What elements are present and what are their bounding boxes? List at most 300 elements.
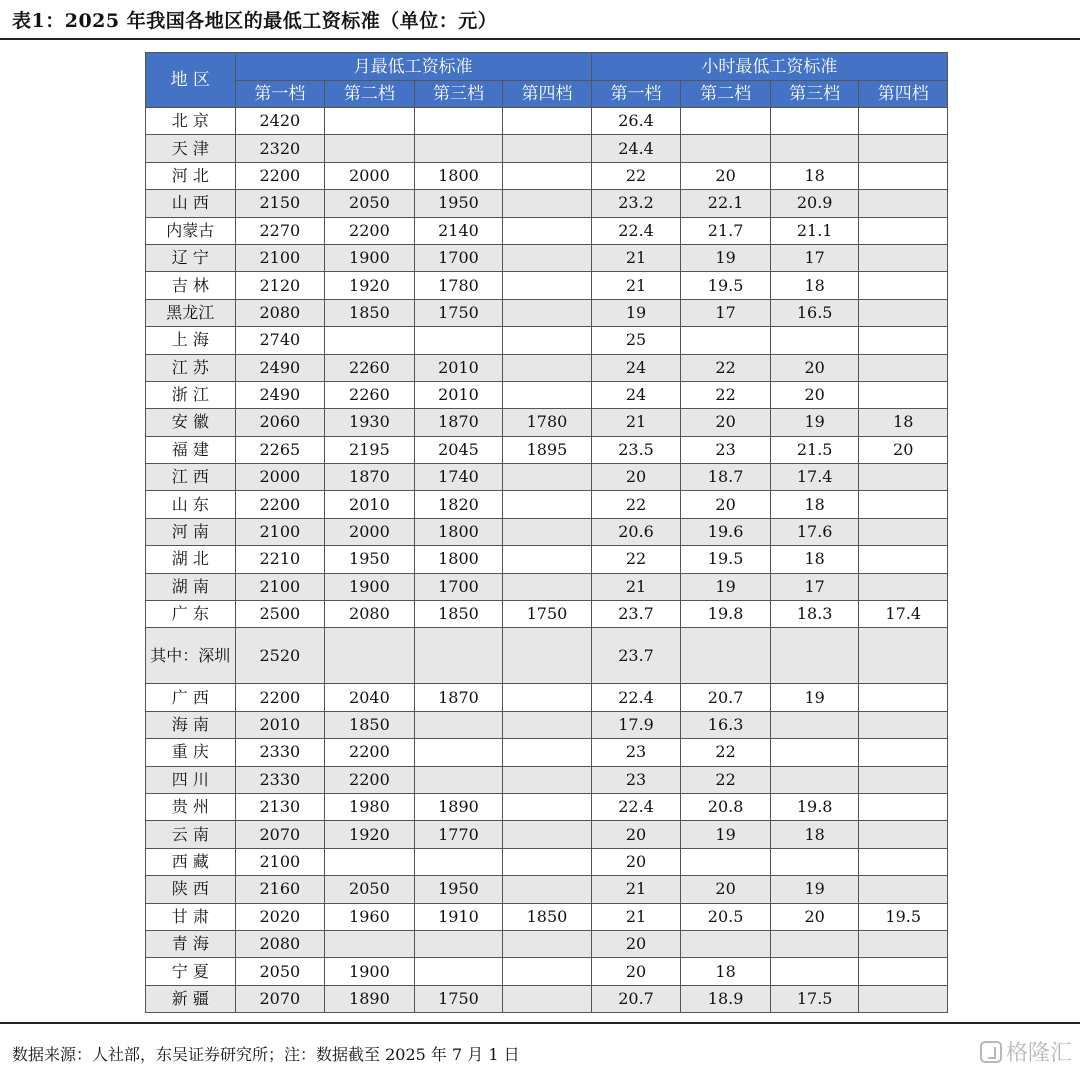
monthly-tier-2-cell: 1900 [325, 244, 415, 271]
hourly-tier-3-cell: 21.5 [770, 436, 859, 463]
monthly-tier-1-cell: 2200 [235, 684, 325, 711]
hourly-tier-2-cell: 19.5 [681, 272, 771, 299]
monthly-tier-1-cell: 2160 [235, 876, 325, 903]
hourly-tier-2-cell: 22.1 [681, 190, 771, 217]
hourly-tier-3-cell [770, 711, 859, 738]
hourly-tier-3-cell: 17.6 [770, 518, 859, 545]
hourly-tier-4-cell [859, 930, 948, 957]
monthly-tier-4-cell [503, 573, 592, 600]
hourly-tier-2-cell [681, 848, 771, 875]
hourly-tier-3-cell: 19 [770, 876, 859, 903]
region-cell: 广 西 [146, 684, 236, 711]
monthly-tier-1-cell: 2070 [235, 821, 325, 848]
hourly-tier-1-cell: 21 [591, 573, 681, 600]
hourly-tier-2-cell: 22 [681, 739, 771, 766]
hourly-tier-3-cell [770, 135, 859, 162]
monthly-tier-4-cell [503, 739, 592, 766]
monthly-tier-2-cell: 1890 [325, 985, 415, 1012]
monthly-tier-3-cell: 1950 [414, 876, 503, 903]
header-monthly-tier-1: 第一档 [235, 81, 325, 108]
hourly-tier-4-cell: 17.4 [859, 601, 948, 628]
watermark-text: 格隆汇 [1005, 1041, 1072, 1066]
hourly-tier-1-cell: 23 [591, 766, 681, 793]
table-row [146, 354, 948, 381]
monthly-tier-3-cell [414, 739, 503, 766]
hourly-tier-3-cell: 17.5 [770, 985, 859, 1012]
hourly-tier-1-cell: 21 [591, 903, 681, 930]
region-cell: 江 西 [146, 464, 236, 491]
monthly-tier-2-cell: 2200 [325, 766, 415, 793]
hourly-tier-4-cell [859, 546, 948, 573]
hourly-tier-3-cell: 17 [770, 573, 859, 600]
monthly-tier-3-cell [414, 108, 503, 135]
hourly-tier-3-cell: 18 [770, 821, 859, 848]
region-cell: 陕 西 [146, 876, 236, 903]
hourly-tier-4-cell [859, 108, 948, 135]
monthly-tier-4-cell [503, 491, 592, 518]
region-cell: 福 建 [146, 436, 236, 463]
monthly-tier-1-cell: 2010 [235, 711, 325, 738]
monthly-tier-1-cell: 2100 [235, 573, 325, 600]
monthly-tier-1-cell: 2330 [235, 766, 325, 793]
monthly-tier-4-cell [503, 518, 592, 545]
hourly-tier-1-cell: 22.4 [591, 217, 681, 244]
monthly-tier-3-cell: 1750 [414, 299, 503, 326]
monthly-tier-4-cell [503, 684, 592, 711]
hourly-tier-2-cell: 22 [681, 381, 771, 408]
monthly-tier-2-cell: 2040 [325, 684, 415, 711]
watermark-logo [980, 1036, 1072, 1067]
region-cell: 其中：深圳 [146, 628, 236, 684]
monthly-tier-2-cell: 2000 [325, 518, 415, 545]
region-cell: 山 西 [146, 190, 236, 217]
region-cell: 安 徽 [146, 409, 236, 436]
hourly-tier-2-cell: 19.5 [681, 546, 771, 573]
hourly-tier-1-cell: 20 [591, 848, 681, 875]
monthly-tier-4-cell [503, 876, 592, 903]
hourly-tier-4-cell [859, 628, 948, 684]
hourly-tier-4-cell [859, 793, 948, 820]
hourly-tier-1-cell: 23.2 [591, 190, 681, 217]
hourly-tier-1-cell: 26.4 [591, 108, 681, 135]
region-cell: 河 南 [146, 518, 236, 545]
monthly-tier-3-cell [414, 135, 503, 162]
monthly-tier-1-cell: 2490 [235, 381, 325, 408]
monthly-tier-2-cell [325, 327, 415, 354]
monthly-tier-3-cell: 1910 [414, 903, 503, 930]
monthly-tier-4-cell [503, 272, 592, 299]
hourly-tier-2-cell [681, 628, 771, 684]
monthly-tier-4-cell [503, 162, 592, 189]
hourly-tier-4-cell [859, 354, 948, 381]
hourly-tier-1-cell: 19 [591, 299, 681, 326]
monthly-tier-4-cell [503, 299, 592, 326]
monthly-tier-2-cell: 2010 [325, 491, 415, 518]
monthly-tier-1-cell: 2200 [235, 162, 325, 189]
region-cell: 江 苏 [146, 354, 236, 381]
hourly-tier-4-cell [859, 162, 948, 189]
monthly-tier-3-cell: 2010 [414, 354, 503, 381]
monthly-tier-2-cell: 1850 [325, 711, 415, 738]
hourly-tier-4-cell: 20 [859, 436, 948, 463]
monthly-tier-3-cell: 2140 [414, 217, 503, 244]
monthly-tier-2-cell: 2050 [325, 190, 415, 217]
hourly-tier-3-cell: 20 [770, 903, 859, 930]
monthly-tier-4-cell: 1780 [503, 409, 592, 436]
hourly-tier-3-cell [770, 327, 859, 354]
hourly-tier-1-cell: 20 [591, 958, 681, 985]
hourly-tier-2-cell: 18.7 [681, 464, 771, 491]
hourly-tier-2-cell: 17 [681, 299, 771, 326]
hourly-tier-4-cell [859, 327, 948, 354]
monthly-tier-1-cell: 2050 [235, 958, 325, 985]
table-row [146, 327, 948, 354]
hourly-tier-1-cell: 21 [591, 244, 681, 271]
hourly-tier-2-cell: 19 [681, 244, 771, 271]
hourly-tier-4-cell [859, 244, 948, 271]
hourly-tier-4-cell: 18 [859, 409, 948, 436]
hourly-tier-3-cell [770, 958, 859, 985]
hourly-tier-1-cell: 24 [591, 354, 681, 381]
header-hourly-tier-2: 第二档 [681, 81, 771, 108]
hourly-tier-1-cell: 22 [591, 546, 681, 573]
hourly-tier-4-cell [859, 381, 948, 408]
header-monthly-tier-3: 第三档 [414, 81, 503, 108]
table-row [146, 272, 948, 299]
monthly-tier-3-cell: 1780 [414, 272, 503, 299]
monthly-tier-1-cell: 2330 [235, 739, 325, 766]
monthly-tier-2-cell: 1980 [325, 793, 415, 820]
monthly-tier-4-cell [503, 930, 592, 957]
monthly-tier-1-cell: 2120 [235, 272, 325, 299]
region-cell: 浙 江 [146, 381, 236, 408]
hourly-tier-3-cell [770, 108, 859, 135]
top-rule [0, 38, 1080, 40]
monthly-tier-2-cell: 2260 [325, 354, 415, 381]
hourly-tier-2-cell: 20 [681, 162, 771, 189]
hourly-tier-1-cell: 20 [591, 930, 681, 957]
hourly-tier-3-cell: 20 [770, 381, 859, 408]
table-row [146, 684, 948, 711]
monthly-tier-4-cell [503, 546, 592, 573]
monthly-tier-3-cell [414, 930, 503, 957]
monthly-tier-4-cell [503, 711, 592, 738]
monthly-tier-1-cell: 2100 [235, 848, 325, 875]
monthly-tier-1-cell: 2520 [235, 628, 325, 684]
region-cell: 青 海 [146, 930, 236, 957]
table-title: 表1：2025 年我国各地区的最低工资标准（单位：元） [12, 10, 498, 32]
region-cell: 海 南 [146, 711, 236, 738]
monthly-tier-4-cell: 1850 [503, 903, 592, 930]
monthly-tier-3-cell [414, 848, 503, 875]
monthly-tier-3-cell [414, 711, 503, 738]
hourly-tier-2-cell [681, 135, 771, 162]
monthly-tier-4-cell [503, 766, 592, 793]
monthly-tier-4-cell [503, 848, 592, 875]
header-hourly: 小时最低工资标准 [591, 53, 947, 81]
hourly-tier-4-cell [859, 573, 948, 600]
hourly-tier-3-cell [770, 848, 859, 875]
monthly-tier-3-cell: 1750 [414, 985, 503, 1012]
monthly-tier-4-cell [503, 985, 592, 1012]
monthly-tier-3-cell: 1800 [414, 518, 503, 545]
hourly-tier-4-cell [859, 684, 948, 711]
region-cell: 西 藏 [146, 848, 236, 875]
monthly-tier-1-cell: 2320 [235, 135, 325, 162]
hourly-tier-3-cell: 20.9 [770, 190, 859, 217]
table-row [146, 628, 948, 684]
hourly-tier-1-cell: 22 [591, 162, 681, 189]
region-cell: 新 疆 [146, 985, 236, 1012]
hourly-tier-4-cell [859, 848, 948, 875]
table-row [146, 491, 948, 518]
monthly-tier-1-cell: 2130 [235, 793, 325, 820]
hourly-tier-2-cell: 23 [681, 436, 771, 463]
hourly-tier-1-cell: 23 [591, 739, 681, 766]
monthly-tier-1-cell: 2490 [235, 354, 325, 381]
monthly-tier-4-cell [503, 327, 592, 354]
region-cell: 河 北 [146, 162, 236, 189]
hourly-tier-1-cell: 20.6 [591, 518, 681, 545]
monthly-tier-4-cell [503, 190, 592, 217]
hourly-tier-2-cell [681, 108, 771, 135]
hourly-tier-4-cell: 19.5 [859, 903, 948, 930]
monthly-tier-3-cell: 1800 [414, 546, 503, 573]
hourly-tier-1-cell: 23.7 [591, 628, 681, 684]
hourly-tier-4-cell [859, 766, 948, 793]
hourly-tier-4-cell [859, 518, 948, 545]
table-row [146, 518, 948, 545]
hourly-tier-1-cell: 24 [591, 381, 681, 408]
monthly-tier-1-cell: 2020 [235, 903, 325, 930]
monthly-tier-4-cell [503, 793, 592, 820]
hourly-tier-2-cell: 20.7 [681, 684, 771, 711]
region-cell: 重 庆 [146, 739, 236, 766]
monthly-tier-2-cell: 1900 [325, 573, 415, 600]
monthly-tier-4-cell [503, 244, 592, 271]
hourly-tier-3-cell: 20 [770, 354, 859, 381]
monthly-tier-3-cell: 2010 [414, 381, 503, 408]
monthly-tier-4-cell [503, 958, 592, 985]
monthly-tier-4-cell [503, 628, 592, 684]
monthly-tier-2-cell [325, 628, 415, 684]
monthly-tier-2-cell: 1870 [325, 464, 415, 491]
region-cell: 云 南 [146, 821, 236, 848]
table-row [146, 409, 948, 436]
region-cell: 北 京 [146, 108, 236, 135]
monthly-tier-3-cell [414, 327, 503, 354]
hourly-tier-3-cell: 17.4 [770, 464, 859, 491]
monthly-tier-3-cell [414, 628, 503, 684]
monthly-tier-2-cell: 1930 [325, 409, 415, 436]
hourly-tier-1-cell: 21 [591, 876, 681, 903]
hourly-tier-2-cell: 21.7 [681, 217, 771, 244]
header-monthly-tier-4: 第四档 [503, 81, 592, 108]
region-cell: 宁 夏 [146, 958, 236, 985]
monthly-tier-2-cell: 2200 [325, 217, 415, 244]
region-cell: 内蒙古 [146, 217, 236, 244]
table-row [146, 793, 948, 820]
monthly-tier-3-cell: 1820 [414, 491, 503, 518]
hourly-tier-2-cell: 22 [681, 354, 771, 381]
monthly-tier-4-cell: 1895 [503, 436, 592, 463]
monthly-tier-3-cell: 1890 [414, 793, 503, 820]
hourly-tier-3-cell: 18 [770, 272, 859, 299]
monthly-tier-2-cell: 1960 [325, 903, 415, 930]
monthly-tier-4-cell: 1750 [503, 601, 592, 628]
monthly-tier-2-cell: 1950 [325, 546, 415, 573]
hourly-tier-2-cell: 20 [681, 491, 771, 518]
region-cell: 四 川 [146, 766, 236, 793]
region-cell: 山 东 [146, 491, 236, 518]
monthly-tier-2-cell: 2200 [325, 739, 415, 766]
monthly-tier-4-cell [503, 381, 592, 408]
table-row [146, 739, 948, 766]
hourly-tier-2-cell: 19.6 [681, 518, 771, 545]
hourly-tier-4-cell [859, 272, 948, 299]
hourly-tier-3-cell: 18 [770, 491, 859, 518]
monthly-tier-3-cell: 1870 [414, 684, 503, 711]
monthly-tier-1-cell: 2000 [235, 464, 325, 491]
table-body [146, 108, 948, 1013]
monthly-tier-2-cell [325, 135, 415, 162]
monthly-tier-4-cell [503, 354, 592, 381]
source-note: 数据来源：人社部，东吴证券研究所；注：数据截至 2025 年 7 月 1 日 [12, 1045, 520, 1064]
hourly-tier-3-cell: 17 [770, 244, 859, 271]
table-row [146, 217, 948, 244]
hourly-tier-2-cell: 19 [681, 821, 771, 848]
gelonghui-logo-icon [980, 1041, 1002, 1063]
hourly-tier-2-cell: 19 [681, 573, 771, 600]
hourly-tier-4-cell [859, 958, 948, 985]
bottom-rule [0, 1022, 1080, 1024]
monthly-tier-1-cell: 2265 [235, 436, 325, 463]
hourly-tier-4-cell [859, 135, 948, 162]
region-cell: 广 东 [146, 601, 236, 628]
hourly-tier-1-cell: 20 [591, 464, 681, 491]
hourly-tier-2-cell [681, 327, 771, 354]
hourly-tier-1-cell: 22 [591, 491, 681, 518]
monthly-tier-1-cell: 2420 [235, 108, 325, 135]
hourly-tier-1-cell: 21 [591, 272, 681, 299]
hourly-tier-3-cell: 18 [770, 162, 859, 189]
hourly-tier-2-cell: 16.3 [681, 711, 771, 738]
hourly-tier-4-cell [859, 190, 948, 217]
monthly-tier-3-cell: 2045 [414, 436, 503, 463]
monthly-tier-1-cell: 2740 [235, 327, 325, 354]
monthly-tier-2-cell: 1920 [325, 272, 415, 299]
hourly-tier-2-cell: 20 [681, 876, 771, 903]
monthly-tier-4-cell [503, 108, 592, 135]
hourly-tier-1-cell: 22.4 [591, 684, 681, 711]
hourly-tier-2-cell: 20.5 [681, 903, 771, 930]
header-hourly-tier-4: 第四档 [859, 81, 948, 108]
header-monthly: 月最低工资标准 [235, 53, 591, 81]
table-row [146, 876, 948, 903]
monthly-tier-2-cell [325, 108, 415, 135]
region-cell: 天 津 [146, 135, 236, 162]
hourly-tier-1-cell: 21 [591, 409, 681, 436]
table-row [146, 903, 948, 930]
region-cell: 吉 林 [146, 272, 236, 299]
hourly-tier-3-cell [770, 930, 859, 957]
hourly-tier-2-cell: 18 [681, 958, 771, 985]
table-row [146, 162, 948, 189]
monthly-tier-2-cell: 2195 [325, 436, 415, 463]
table-row [146, 711, 948, 738]
monthly-tier-3-cell: 1740 [414, 464, 503, 491]
hourly-tier-2-cell [681, 930, 771, 957]
hourly-tier-1-cell: 20.7 [591, 985, 681, 1012]
table-row [146, 601, 948, 628]
monthly-tier-3-cell: 1770 [414, 821, 503, 848]
monthly-tier-3-cell: 1850 [414, 601, 503, 628]
monthly-tier-1-cell: 2500 [235, 601, 325, 628]
monthly-tier-3-cell: 1800 [414, 162, 503, 189]
hourly-tier-4-cell [859, 711, 948, 738]
hourly-tier-4-cell [859, 821, 948, 848]
monthly-tier-1-cell: 2210 [235, 546, 325, 573]
monthly-tier-2-cell: 1850 [325, 299, 415, 326]
monthly-tier-3-cell [414, 766, 503, 793]
table-row [146, 848, 948, 875]
monthly-tier-4-cell [503, 135, 592, 162]
hourly-tier-2-cell: 20.8 [681, 793, 771, 820]
hourly-tier-4-cell [859, 739, 948, 766]
monthly-tier-1-cell: 2100 [235, 518, 325, 545]
table-row [146, 108, 948, 135]
monthly-tier-2-cell [325, 848, 415, 875]
table-row [146, 299, 948, 326]
table-row [146, 985, 948, 1012]
table-row [146, 464, 948, 491]
hourly-tier-3-cell: 18.3 [770, 601, 859, 628]
hourly-tier-3-cell [770, 739, 859, 766]
hourly-tier-4-cell [859, 985, 948, 1012]
hourly-tier-4-cell [859, 876, 948, 903]
region-cell: 甘 肃 [146, 903, 236, 930]
hourly-tier-1-cell: 24.4 [591, 135, 681, 162]
table-row [146, 958, 948, 985]
header-hourly-tier-3: 第三档 [770, 81, 859, 108]
monthly-tier-4-cell [503, 464, 592, 491]
monthly-tier-2-cell: 2080 [325, 601, 415, 628]
table-row [146, 573, 948, 600]
hourly-tier-3-cell: 16.5 [770, 299, 859, 326]
monthly-tier-2-cell: 2000 [325, 162, 415, 189]
hourly-tier-2-cell: 18.9 [681, 985, 771, 1012]
monthly-tier-2-cell: 2260 [325, 381, 415, 408]
hourly-tier-1-cell: 22.4 [591, 793, 681, 820]
hourly-tier-2-cell: 20 [681, 409, 771, 436]
region-cell: 湖 北 [146, 546, 236, 573]
hourly-tier-3-cell: 18 [770, 546, 859, 573]
hourly-tier-4-cell [859, 491, 948, 518]
region-cell: 上 海 [146, 327, 236, 354]
hourly-tier-3-cell: 19 [770, 684, 859, 711]
hourly-tier-4-cell [859, 299, 948, 326]
table-row [146, 381, 948, 408]
minimum-wage-table [145, 52, 948, 1013]
monthly-tier-4-cell [503, 821, 592, 848]
table-row [146, 766, 948, 793]
monthly-tier-1-cell: 2060 [235, 409, 325, 436]
table-row [146, 190, 948, 217]
hourly-tier-2-cell: 19.8 [681, 601, 771, 628]
monthly-tier-1-cell: 2080 [235, 299, 325, 326]
monthly-tier-3-cell: 1950 [414, 190, 503, 217]
hourly-tier-1-cell: 23.7 [591, 601, 681, 628]
